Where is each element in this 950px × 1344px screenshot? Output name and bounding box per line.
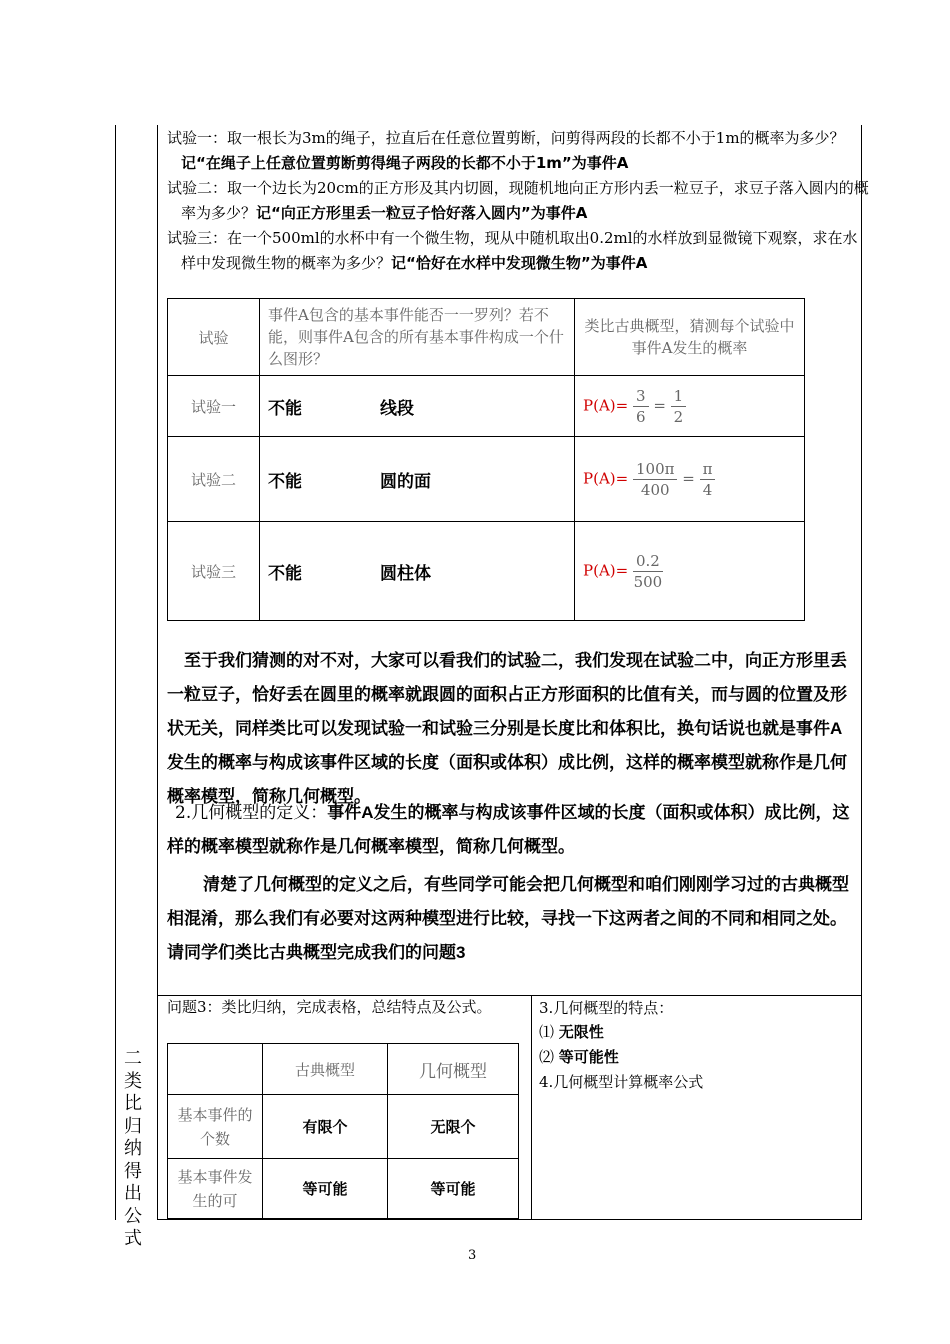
fraction: $\frac{0.2}{500}$	[633, 551, 663, 591]
fraction: $\frac{\pi}{4}$	[700, 459, 716, 500]
definition-paragraph	[167, 796, 857, 864]
shape-answer: 圆柱体	[380, 563, 431, 584]
row-answer	[260, 522, 575, 621]
feature-item: ⑵ 等可能性	[539, 1048, 619, 1066]
question-3: 问题3：类比归纳，完成表格，总结特点及公式。	[167, 998, 492, 1016]
enumerable-answer: 不能	[268, 563, 302, 584]
row-name: 试验二	[168, 437, 260, 522]
table-row	[168, 522, 805, 621]
header-experiment: 试验	[168, 299, 260, 376]
table-row	[168, 437, 805, 522]
comparison-paragraph: 清楚了几何概型的定义之后，有些同学可能会把几何概型和咱们刚刚学习过的古典概型相混淆，那么我们有必要对这两种模型进行比较，寻找一下这两者之间的不同和相同之处。请同学们类比古典概型完成我们的问题3	[167, 875, 849, 962]
shape-answer: 线段	[380, 398, 414, 419]
probability-label: P(A)=	[583, 469, 629, 487]
definition-label: 2.几何概型的定义：	[175, 803, 328, 823]
formula-title: 4.几何概型计算概率公式	[539, 1073, 704, 1091]
frame-inner-line	[157, 125, 158, 1220]
probability-cell	[575, 437, 805, 522]
features-title: 3.几何概型的特点：	[539, 999, 674, 1017]
table-row	[168, 376, 805, 437]
header-guess-probability: 类比古典概型，猜测每个试验中事件A发生的概率	[575, 299, 805, 376]
row-answer	[260, 437, 575, 522]
probability-label: P(A)=	[583, 561, 629, 579]
probability-cell	[575, 376, 805, 437]
section-side-label: 二类比归纳 得出公式	[124, 1048, 142, 1249]
classical-value: 有限个	[263, 1095, 388, 1159]
row-answer	[260, 376, 575, 437]
header-classical: 古典概型	[263, 1044, 388, 1095]
experiment-2-text: 试验二：取一个边长为20cm的正方形及其内切圆，现随机地向正方形内丢一粒豆子，求豆子落入圆内的概率为多少？记“向正方形里丢一粒豆子恰好落入圆内”为事件A	[167, 179, 869, 222]
probability-cell	[575, 522, 805, 621]
geometric-value: 无限个	[388, 1095, 519, 1159]
experiment-table	[167, 298, 805, 621]
fraction: $\frac{100\pi}{400}$	[633, 459, 678, 500]
question-divider-line	[531, 995, 532, 1220]
frame-bottom-line	[157, 1219, 862, 1220]
corner-cell	[168, 1044, 263, 1095]
row-label: 基本事件发生的可	[168, 1159, 263, 1219]
explanation-paragraph: 至于我们猜测的对不对，大家可以看我们的试验二，我们发现在试验二中，向正方形里丢一粒豆子，恰好丢在圆里的概率就跟圆的面积占正方形面积的比值有关，而与圆的位置及形状无关，同样类比可以发现试验一和试验三分别是长度比和体积比，换句话说也就是事件A发生的概率与构成该事件区域的长度（面积或体积）成比例，这样的概率模型就称作是几何概率模型，简称几何概型。	[167, 651, 847, 806]
experiment-3-text: 试验三：在一个500ml的水杯中有一个微生物，现从中随机取出0.2ml的水样放到显微镜下观察，求在水样中发现微生物的概率为多少？记“恰好在水样中发现微生物”为事件A	[167, 229, 858, 272]
equals-sign: =	[653, 396, 666, 414]
geometric-value: 等可能	[388, 1159, 519, 1219]
header-enumerable: 事件A包含的基本事件能否一一罗列？若不能，则事件A包含的所有基本事件构成一个什么图形？	[260, 299, 575, 376]
row-name: 试验三	[168, 522, 260, 621]
frame-right-line	[861, 125, 862, 1220]
experiment-1-text: 试验一：取一根长为3m的绳子，拉直后在任意位置剪断，问剪得两段的长都不小于1m的概率为多少？记“在绳子上任意位置剪断剪得绳子两段的长都不小于1m”为事件A	[167, 129, 845, 172]
feature-item: ⑴ 无限性	[539, 1023, 604, 1041]
definition-text: 事件A发生的概率与构成该事件区域的长度（面积或体积）成比例，这样的概率模型就称作是几何概率模型，简称几何概型。	[167, 803, 850, 856]
equals-sign: =	[682, 469, 695, 487]
row-name: 试验一	[168, 376, 260, 437]
enumerable-answer: 不能	[268, 471, 302, 492]
classical-value: 等可能	[263, 1159, 388, 1219]
enumerable-answer: 不能	[268, 398, 302, 419]
probability-label: P(A)=	[583, 396, 629, 414]
row-label: 基本事件的个数	[168, 1095, 263, 1159]
page-number: 3	[468, 1248, 477, 1263]
header-geometric: 几何概型	[388, 1044, 519, 1095]
fraction: $\frac{3}{6}$	[633, 386, 649, 427]
table-row	[168, 1159, 519, 1219]
shape-answer: 圆的面	[380, 471, 431, 492]
frame-left-line	[115, 125, 116, 1220]
comparison-table	[167, 1043, 519, 1219]
table-row	[168, 1095, 519, 1159]
fraction: $\frac{1}{2}$	[671, 386, 687, 427]
